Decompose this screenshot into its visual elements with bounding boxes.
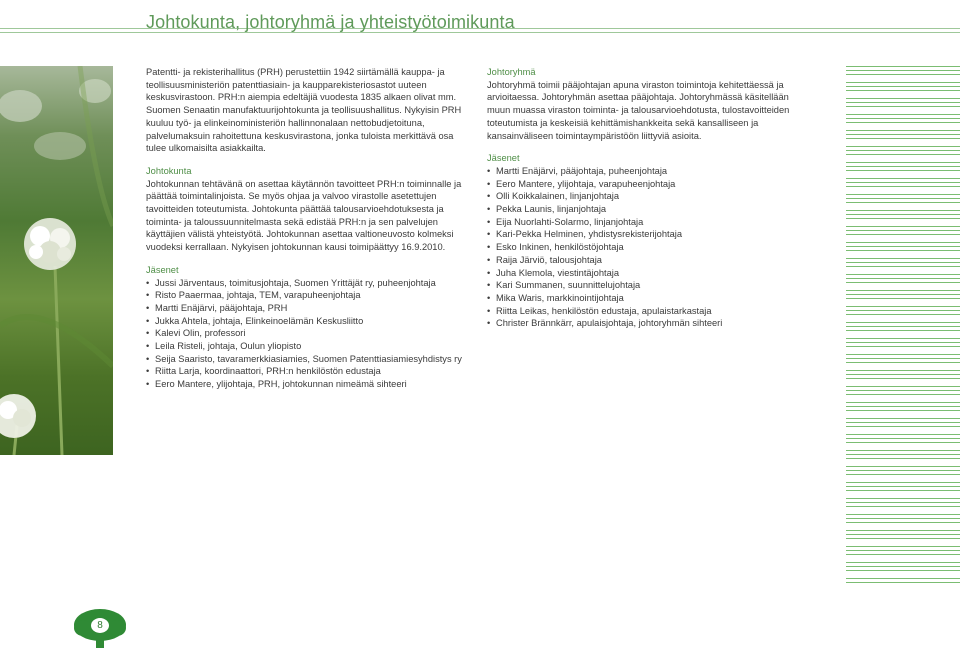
list-item: • Martti Enäjärvi, pääjohtaja, puheenjohtaja [487,165,812,178]
intro-paragraph: Patentti- ja rekisterihallitus (PRH) perustettiin 1942 siirtämällä kauppa- ja teollisuusministeriön patenttiasiain- ja kaupparekisteriosastot uuteen keskusvirastoon. PRH:n aiempia edeltäjiä vuodesta 1835 alkaen olivat mm. Suomen Senaatin manufaktuurijohtokunta ja teollisuushallitus. Nykyisin PRH kuuluu työ- ja elinkeinoministeriön hallinnonalaan nettobudjetoituna, palvelumaksuin rahoitettuna keskusvirastona, jonka tuloista merkittävä osa tulee ulkomaisilta asiakkailta. [146,67,462,154]
list-item: • Eija Nuorlahti-Solarmo, linjanjohtaja [487,216,812,229]
list-item: • Kari Summanen, suunnittelujohtaja [487,279,812,292]
list-item: • Pekka Launis, linjanjohtaja [487,203,812,216]
list-item: • Kari-Pekka Helminen, yhdistysrekisterijohtaja [487,228,812,241]
list-item: • Riitta Larja, koordinaattori, PRH:n henkilöstön edustaja [146,365,472,378]
board-members-list [146,277,472,391]
decorative-rules [846,66,960,586]
list-item: • Eero Mantere, ylijohtaja, PRH, johtokunnan nimeämä sihteeri [146,378,472,391]
left-column [146,66,472,391]
flower-photo [0,66,113,455]
list-item: • Leila Risteli, johtaja, Oulun yliopisto [146,340,472,353]
list-item: • Juha Klemola, viestintäjohtaja [487,267,812,280]
list-item: • Esko Inkinen, henkilöstöjohtaja [487,241,812,254]
page-number: 8 [91,618,109,633]
list-item: • Risto Paaermaa, johtaja, TEM, varapuheenjohtaja [146,289,472,302]
group-paragraph: Johtoryhmä toimii pääjohtajan apuna viraston toimintoja kehitettäessä ja arvioitaessa. Johtoryhmän asettaa pääjohtaja. Johtoryhmässä käsitellään muun muassa viraston toiminta- ja talousarvioehdotusta, tulostavoitteiden toteutumista ja keskeisiä kehittämishankkeita sekä kansalliseen ja kansainväliseen toimintaympäristöön liittyviä asioita. [487,79,790,141]
list-item: • Martti Enäjärvi, pääjohtaja, PRH [146,302,472,315]
list-item: • Jukka Ahtela, johtaja, Elinkeinoelämän Keskusliitto [146,315,472,328]
list-item: • Eero Mantere, ylijohtaja, varapuheenjohtaja [487,178,812,191]
list-item: • Riitta Leikas, henkilöstön edustaja, apulaistarkastaja [487,305,812,318]
group-heading: Johtoryhmä [487,67,536,77]
list-item: • Jussi Järventaus, toimitusjohtaja, Suomen Yrittäjät ry, puheenjohtaja [146,277,472,290]
list-item: • Kalevi Olin, professori [146,327,472,340]
list-item: • Christer Brännkärr, apulaisjohtaja, johtoryhmän sihteeri [487,317,812,330]
page-title: Johtokunta, johtoryhmä ja yhteistyötoimikunta [146,12,515,33]
list-item: • Raija Järviö, talousjohtaja [487,254,812,267]
board-paragraph: Johtokunnan tehtävänä on asettaa käytännön tavoitteet PRH:n toiminnalle ja päättää toimintalinjoista. Se myös ohjaa ja valvoo virastolle asetettujen tavoitteiden toteutumista. Johtokunta päättää talousarvioehdotuksesta ja toiminta- ja taloussuunnitelmasta sekä edistää PRH:n ja sen palvelujen käyttäjien välistä yhteistyötä. Johtokunnan asettaa valtioneuvosto kolmeksi vuodeksi kerrallaan. Nykyisen johtokunnan kausi toimipäättyy 16.9.2010. [146,178,462,253]
right-column [487,66,812,330]
list-item: • Olli Koikkalainen, linjanjohtaja [487,190,812,203]
group-members-list [487,165,812,330]
list-item: • Seija Saaristo, tavaramerkkiasiamies, Suomen Patenttiasiamiesyhdistys ry [146,353,472,366]
flower-illustration [0,66,113,455]
group-members-heading: Jäsenet [487,153,520,164]
list-item: • Mika Waris, markkinointijohtaja [487,292,812,305]
board-heading: Johtokunta [146,165,192,176]
board-members-heading: Jäsenet [146,264,179,275]
